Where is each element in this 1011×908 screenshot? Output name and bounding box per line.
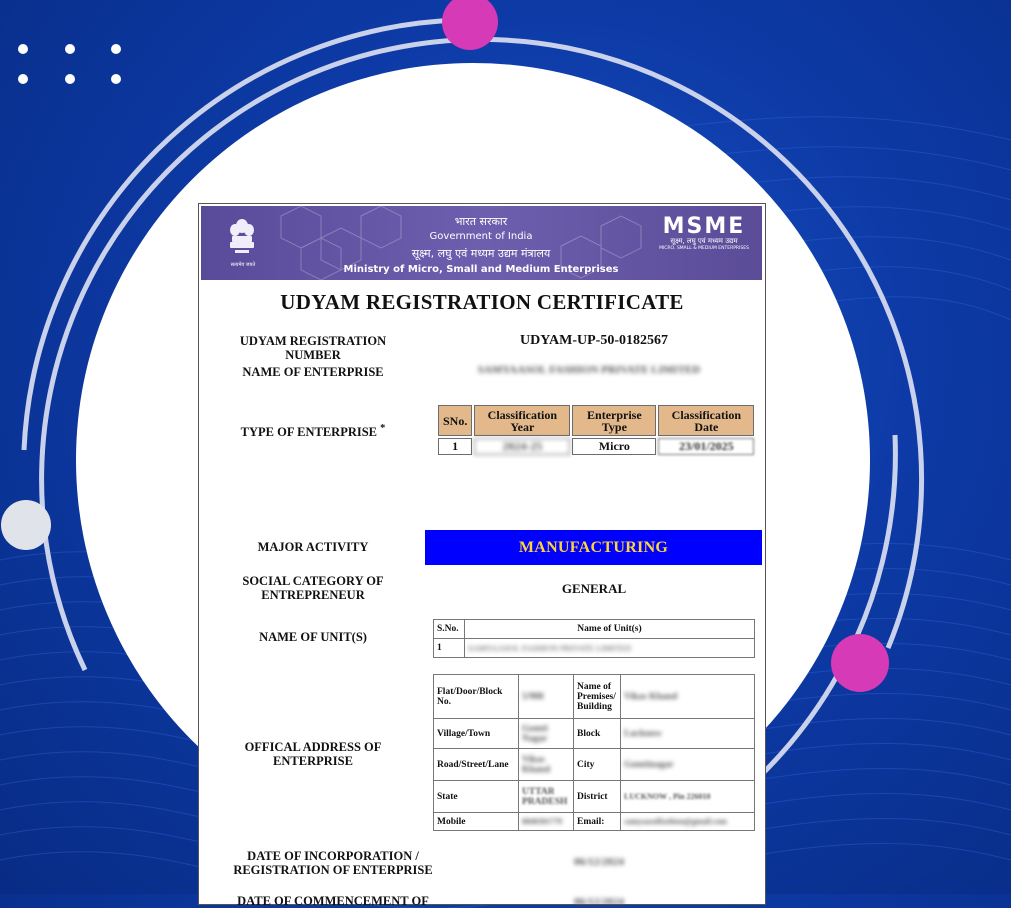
grey-circle-left — [1, 500, 51, 550]
address-flat-label: Flat/Door/Block No. — [434, 675, 519, 719]
address-district-label: District — [574, 781, 621, 813]
msme-caption-hindi: सूक्ष्म, लघु एवं मध्यम उद्यम — [670, 237, 738, 245]
units-cell-sno: 1 — [434, 639, 465, 658]
registration-number-label: UDYAM REGISTRATION NUMBER — [239, 334, 387, 362]
classification-header-year: Classification Year — [474, 405, 570, 436]
incorporation-date-label: DATE OF INCORPORATION / REGISTRATION OF ENTERPRISE — [233, 849, 433, 877]
address-road-label: Road/Street/Lane — [434, 749, 519, 781]
pink-circle-right — [831, 634, 889, 692]
social-category-label: SOCIAL CATEGORY OF ENTREPRENEUR — [242, 574, 384, 602]
address-block-value: Lucknow — [621, 719, 755, 749]
government-banner — [201, 206, 762, 280]
msme-logo-icon — [661, 214, 747, 239]
classification-cell-type: Micro — [572, 438, 656, 455]
msme-caption-english: MICRO, SMALL & MEDIUM ENTERPRISES — [659, 246, 749, 251]
address-village-value: Gomti Nagar — [519, 719, 574, 749]
english-ministry-text: Ministry of Micro, Small and Medium Enterprises — [343, 264, 619, 275]
address-state-label: State — [434, 781, 519, 813]
units-header-sno: S.No. — [434, 620, 465, 639]
address-village-label: Village/Town — [434, 719, 519, 749]
registration-number-value: UDYAM-UP-50-0182567 — [519, 333, 669, 348]
address-mobile-label: Mobile — [434, 813, 519, 831]
emblem-caption: सत्यमेव जयते — [230, 262, 256, 268]
official-address-label: OFFICAL ADDRESS OF ENTERPRISE — [244, 740, 382, 768]
classification-cell-date: 23/01/2025 — [658, 438, 754, 455]
address-email-label: Email: — [574, 813, 621, 831]
certificate-document — [198, 203, 766, 908]
classification-header-type: Enterprise Type — [572, 405, 656, 436]
address-premises-value: Vikas Khand — [621, 675, 755, 719]
classification-cell-sno: 1 — [438, 438, 472, 455]
address-state-value: UTTAR PRADESH — [519, 781, 574, 813]
classification-header-date: Classification Date — [658, 405, 754, 436]
classification-cell-year: 2024-25 — [474, 438, 570, 455]
major-activity-label: MAJOR ACTIVITY — [257, 540, 369, 554]
type-of-enterprise-label: TYPE OF ENTERPRISE * — [240, 423, 386, 440]
commencement-date-label: DATE OF COMMENCEMENT OF — [237, 894, 429, 908]
certificate-title: UDYAM REGISTRATION CERTIFICATE — [280, 290, 684, 314]
address-city-label: City — [574, 749, 621, 781]
svg-text:MSME: MSME — [662, 214, 746, 239]
social-category-value: GENERAL — [561, 581, 627, 596]
address-road-value: Vikas Khand — [519, 749, 574, 781]
address-district-value: LUCKNOW , Pin 226010 — [621, 781, 755, 813]
units-header-name: Name of Unit(s) — [465, 620, 755, 639]
incorporation-date-value: 06/12/2024 — [573, 856, 625, 868]
units-table — [433, 619, 755, 658]
hindi-ministry-text: सूक्ष्म, लघु एवं मध्यम उद्यम मंत्रालय — [411, 247, 551, 260]
commencement-date-value: 06/12/2024 — [573, 896, 625, 908]
hindi-government-text: भारत सरकार — [454, 215, 508, 228]
address-city-value: Gomtinagar — [621, 749, 755, 781]
classification-table — [436, 403, 756, 457]
enterprise-name-value: SAMYAASOL FASHION PRIVATE LIMITED — [477, 364, 701, 376]
certificate-circle — [76, 63, 870, 908]
classification-header-sno: SNo. — [438, 405, 472, 436]
address-table — [433, 674, 755, 831]
address-mobile-value: 8840301779 — [519, 813, 574, 831]
address-premises-label: Name of Premises/ Building — [574, 675, 621, 719]
english-government-text: Government of India — [429, 231, 533, 242]
address-email-value: samyaasolfashion@gmail.com — [621, 813, 755, 831]
address-flat-value: 5/988 — [519, 675, 574, 719]
enterprise-name-label: NAME OF ENTERPRISE — [242, 365, 384, 379]
units-cell-name: SAMYAASOL FASHION PRIVATE LIMITED — [465, 639, 755, 658]
address-block-label: Block — [574, 719, 621, 749]
units-label: NAME OF UNIT(S) — [259, 630, 367, 644]
major-activity-value: MANUFACTURING — [425, 530, 762, 565]
